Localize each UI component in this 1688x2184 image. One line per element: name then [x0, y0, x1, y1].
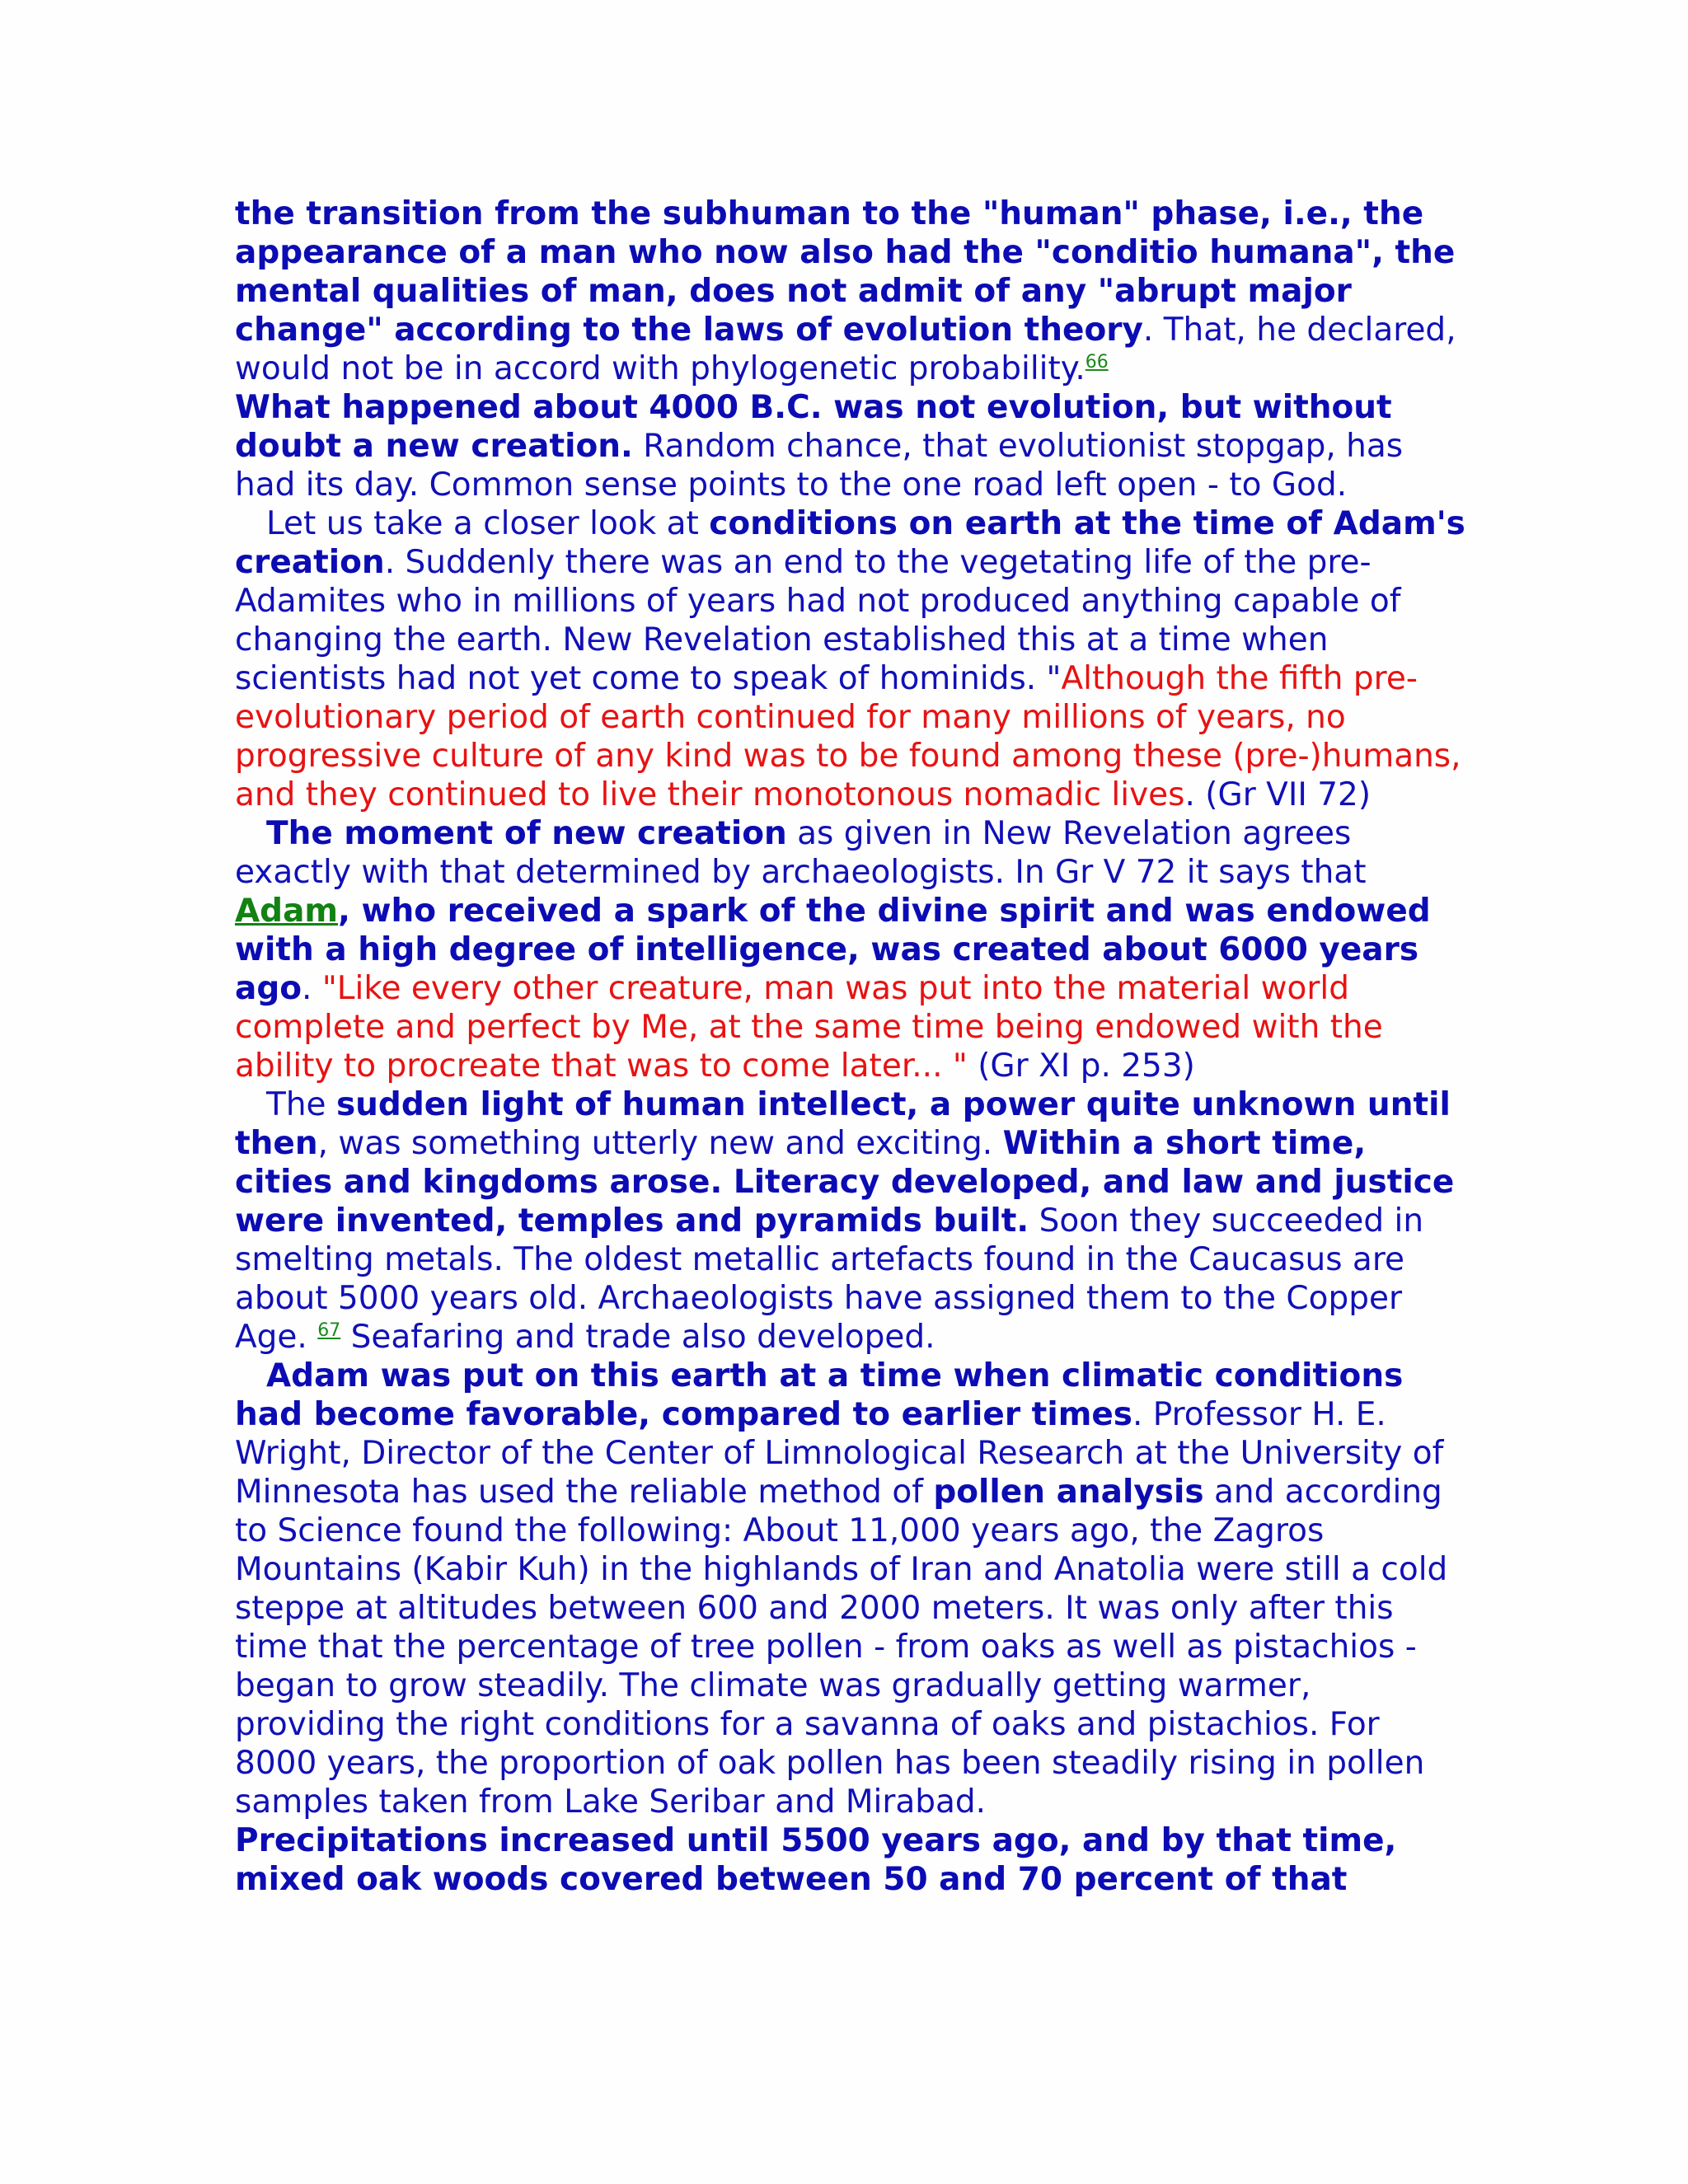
bold-text: Within a short time, cities and kingdoms arose. Literacy developed, and law and justice were invented, temples and pyramids built.: [235, 1125, 1455, 1240]
bold-text: Precipitations increased until 5500 years ago, and by that time, mixed oak woods covered between 50 and 70 percent of that: [235, 1822, 1397, 1898]
footnote-link-67[interactable]: 67: [317, 1320, 341, 1341]
body-text: and according to Science found the following: About 11,000 years ago, the Zagros Mountains (Kabir Kuh) in the highlands of Iran and Anatolia were still a cold steppe at altitudes between 600 and 2000 meters. It was only after this time that the percentage of tree pollen - from oaks as well as pistachios - began to grow steadily. The climate was gradually getting warmer, providing the right conditions for a savanna of oaks and pistachios. For 8000 years, the proportion of oak pollen has been steadily rising in pollen samples taken from Lake Seribar and Mirabad.: [235, 1474, 1448, 1821]
paragraph-2: [235, 504, 1471, 814]
paragraph-3: [235, 814, 1471, 1085]
bold-text: , who received a spark of the divine spirit and was endowed with a high degree of intelligence, was created about 6000 years ago: [235, 893, 1431, 1007]
body-text: . Professor H. E. Wright, Director of the Center of Limnological Research at the University of Minnesota has used the reliable method of: [235, 1396, 1444, 1511]
body-text: . That, he declared, would not be in accord with phylogenetic probability.: [235, 312, 1456, 387]
body-text: The: [266, 1086, 336, 1123]
adam-link[interactable]: Adam: [235, 893, 339, 930]
bold-text: The moment of new creation: [266, 815, 787, 852]
paragraph-5: [235, 1357, 1471, 1899]
body-text: . (Gr VII 72): [1184, 776, 1372, 813]
body-text: Soon they succeeded in smelting metals. The oldest metallic artefacts found in the Caucasus are about 5000 years old. Archaeologists have assigned them to the Copper Age.: [235, 1202, 1424, 1356]
body-text: as given in New Revelation agrees exactly with that determined by archaeologists. In Gr V 72 it says that: [235, 815, 1367, 891]
bold-text: Adam was put on this earth at a time when climatic conditions had become favorable, compared to earlier times: [235, 1357, 1404, 1433]
quoted-text: Although the fifth pre-evolutionary period of earth continued for many millions of years, no progressive culture of any kind was to be found among these (pre-)humans, and they continued to live their monotonous nomadic lives: [235, 660, 1461, 813]
bold-text: the transition from the subhuman to the "human" phase, i.e., the appearance of a man who now also had the "conditio humana", the mental qualities of man, does not admit of any "abrupt major change" according to the laws of evolution theory: [235, 195, 1456, 349]
body-text: , was something utterly new and exciting.: [317, 1125, 1003, 1162]
bold-text: sudden light of human intellect, a power quite unknown until then: [235, 1086, 1451, 1162]
body-text: .: [302, 970, 322, 1007]
body-text: (Gr XI p. 253): [967, 1047, 1195, 1085]
body-text: . Suddenly there was an end to the vegetating life of the pre-Adamites who in millions of years had not produced anything capable of changing the earth. New Revelation established this at a time when scientists had not yet come to speak of hominids. ": [235, 544, 1401, 697]
quoted-text: "Like every other creature, man was put into the material world complete and perfect by Me, at the same time being endowed with the ability to procreate that was to come later... ": [235, 970, 1383, 1085]
paragraph-1: [235, 194, 1471, 504]
bold-text: What happened about 4000 B.C. was not evolution, but without doubt a new creation.: [235, 389, 1392, 465]
bold-text: conditions on earth at the time of Adam's creation: [235, 505, 1465, 581]
footnote-link-66[interactable]: 66: [1085, 352, 1109, 373]
body-text: Random chance, that evolutionist stopgap, has had its day. Common sense points to the one road left open - to God.: [235, 428, 1404, 504]
bold-text: pollen analysis: [933, 1474, 1204, 1511]
body-text: Let us take a closer look at: [266, 505, 710, 542]
document-page: [235, 194, 1471, 1899]
body-text: Seafaring and trade also developed.: [340, 1319, 935, 1356]
paragraph-4: [235, 1085, 1471, 1357]
